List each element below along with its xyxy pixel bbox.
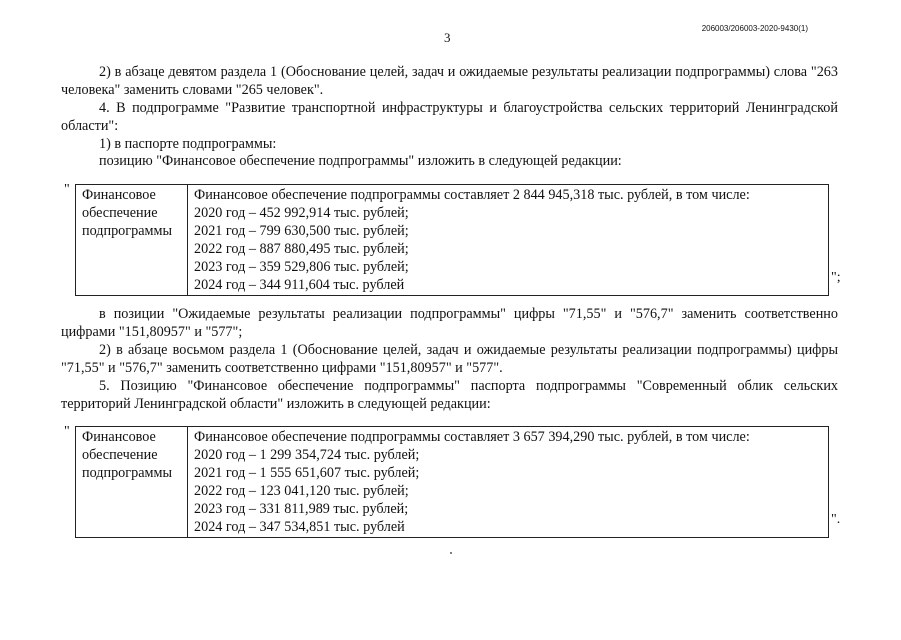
table1-line: 2024 год – 344 911,604 тыс. рублей bbox=[194, 277, 405, 293]
paragraph-amend-2: 2) в абзаце восьмом раздела 1 (Обоснование целей, задач и ожидаемые результаты реализации подпрограммы) цифры "71,55" и "576,7" заменить соответственно цифрами "151,80957" и "577". bbox=[61, 342, 838, 376]
table2-line: 2024 год – 347 534,851 тыс. рублей bbox=[194, 519, 405, 535]
scan-speck bbox=[450, 552, 452, 554]
table2-value-cell bbox=[188, 427, 828, 537]
table1-line: 2020 год – 452 992,914 тыс. рублей; bbox=[194, 205, 409, 221]
table1-label-cell: Финансовое обеспечение подпрограммы bbox=[76, 185, 188, 295]
paragraph-amend-1: 2) в абзаце девятом раздела 1 (Обоснование целей, задач и ожидаемые результаты реализации подпрограммы) слова "263 человека" заменить словами "265 человек". bbox=[61, 64, 838, 98]
table1-line: 2021 год – 799 630,500 тыс. рублей; bbox=[194, 223, 409, 239]
page-number: 3 bbox=[444, 30, 451, 45]
paragraph-section-4: 4. В подпрограмме "Развитие транспортной инфраструктуры и благоустройства сельских территорий Ленинградской области": bbox=[61, 100, 838, 134]
table2-line: 2021 год – 1 555 651,607 тыс. рублей; bbox=[194, 465, 420, 481]
financing-table-2 bbox=[75, 426, 829, 538]
paragraph-expected-results: в позиции "Ожидаемые результаты реализации подпрограммы" цифры "71,55" и "576,7" заменить соответственно цифрами "151,80957" и "577"; bbox=[61, 306, 838, 340]
paragraph-position: позицию "Финансовое обеспечение подпрограммы" изложить в следующей редакции: bbox=[99, 153, 622, 169]
paragraph-passport: 1) в паспорте подпрограммы: bbox=[99, 136, 277, 152]
financing-table-1 bbox=[75, 184, 829, 296]
table1-value-cell bbox=[188, 185, 828, 295]
table2-close-quote: ". bbox=[831, 512, 841, 527]
table2-label-cell: Финансовое обеспечение подпрограммы bbox=[76, 427, 188, 537]
table1-close-quote: "; bbox=[831, 270, 841, 285]
table1-line: Финансовое обеспечение подпрограммы составляет 2 844 945,318 тыс. рублей, в том числе: bbox=[194, 187, 750, 203]
table1-open-quote: " bbox=[64, 182, 70, 197]
table2-line: 2023 год – 331 811,989 тыс. рублей; bbox=[194, 501, 409, 517]
paragraph-section-5: 5. Позицию "Финансовое обеспечение подпрограммы" паспорта подпрограммы "Современный облик сельских территорий Ленинградской области" изложить в следующей редакции: bbox=[61, 378, 838, 412]
table2-open-quote: " bbox=[64, 424, 70, 439]
table2-line: 2020 год – 1 299 354,724 тыс. рублей; bbox=[194, 447, 420, 463]
table2-line: 2022 год – 123 041,120 тыс. рублей; bbox=[194, 483, 409, 499]
table1-line: 2022 год – 887 880,495 тыс. рублей; bbox=[194, 241, 409, 257]
table1-line: 2023 год – 359 529,806 тыс. рублей; bbox=[194, 259, 409, 275]
table2-line: Финансовое обеспечение подпрограммы составляет 3 657 394,290 тыс. рублей, в том числе: bbox=[194, 429, 750, 445]
document-code: 206003/206003-2020-9430(1) bbox=[701, 24, 808, 33]
